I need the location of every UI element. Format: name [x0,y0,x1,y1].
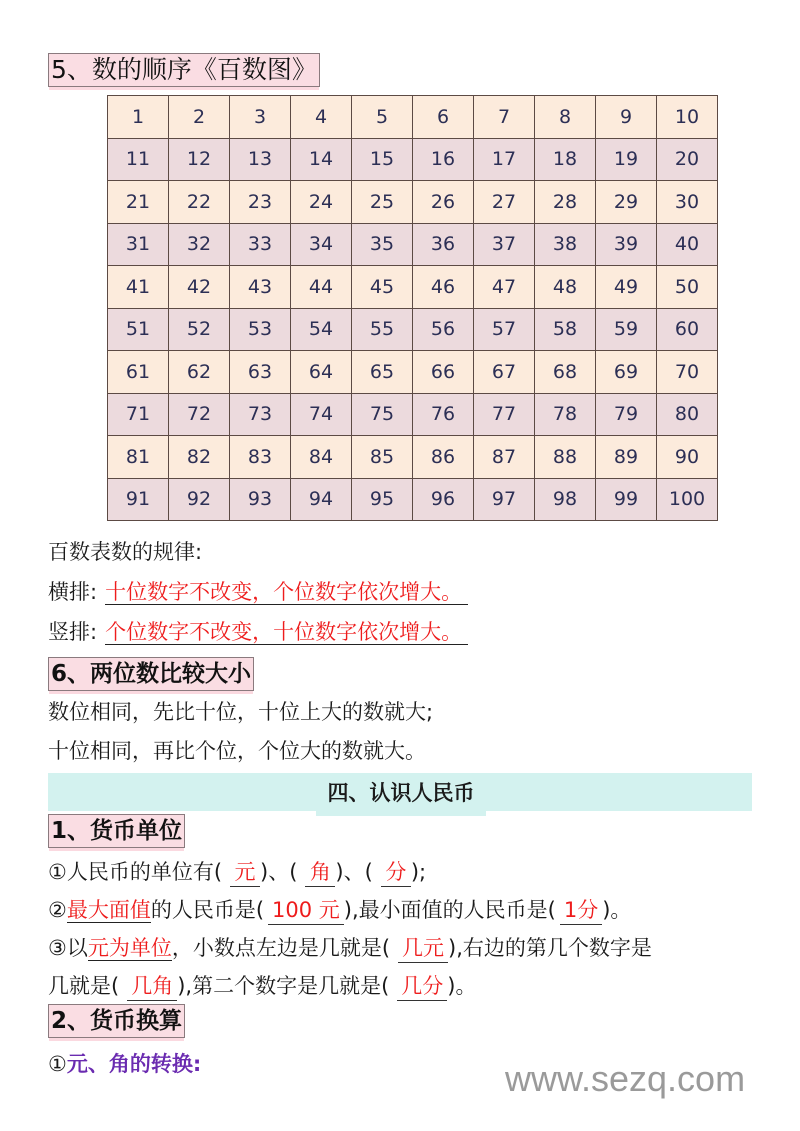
number-cell: 20 [657,138,718,181]
number-cell: 97 [474,478,535,521]
number-cell: 11 [108,138,169,181]
number-cell: 33 [230,223,291,266]
number-cell: 23 [230,181,291,224]
number-cell: 32 [169,223,230,266]
number-cell: 90 [657,436,718,479]
table-row [108,181,718,224]
number-cell: 21 [108,181,169,224]
table-row [108,266,718,309]
number-cell: 81 [108,436,169,479]
number-cell: 51 [108,308,169,351]
number-cell: 54 [291,308,352,351]
number-cell: 18 [535,138,596,181]
rule-row-horizontal [48,578,468,606]
number-cell: 19 [596,138,657,181]
number-cell: 29 [596,181,657,224]
answer-blank: 几分 [397,972,447,1001]
number-cell: 28 [535,181,596,224]
table-row [108,393,718,436]
circled-number: ① [48,1052,67,1076]
number-cell: 79 [596,393,657,436]
number-cell: 55 [352,308,413,351]
watermark: www.sezq.com [505,1058,746,1099]
number-cell: 17 [474,138,535,181]
number-cell: 82 [169,436,230,479]
number-cell: 65 [352,351,413,394]
number-cell: 14 [291,138,352,181]
number-cell: 26 [413,181,474,224]
number-cell: 36 [413,223,474,266]
number-cell: 43 [230,266,291,309]
number-cell: 75 [352,393,413,436]
number-cell: 24 [291,181,352,224]
answer-blank: 角 [305,858,335,887]
number-cell: 9 [596,96,657,139]
item-text: ② [48,898,67,922]
number-cell: 56 [413,308,474,351]
number-cell: 8 [535,96,596,139]
answer-blank: 分 [381,858,411,887]
number-cell: 88 [535,436,596,479]
number-cell: 67 [474,351,535,394]
number-cell: 6 [413,96,474,139]
table-row [108,96,718,139]
number-cell: 91 [108,478,169,521]
money-units-item-3 [48,934,652,963]
answer-blank: 1分 [560,896,602,925]
highlight-text: 元为单位 [87,936,172,960]
item-text: )。 [602,898,632,922]
number-cell: 98 [535,478,596,521]
number-cell: 86 [413,436,474,479]
table-row [108,351,718,394]
rule-answer: 个位数字不改变，十位数字依次增大。 [105,620,468,645]
number-cell: 40 [657,223,718,266]
number-cell: 22 [169,181,230,224]
item-text: ),第二个数字是几就是( [177,974,390,998]
money-conversion-heading: 2、货币换算 [48,1004,185,1038]
money-units-item-1 [48,858,426,887]
number-cell: 78 [535,393,596,436]
number-cell: 13 [230,138,291,181]
number-cell: 77 [474,393,535,436]
number-cell: 38 [535,223,596,266]
number-cell: 44 [291,266,352,309]
table-row [108,436,718,479]
number-cell: 87 [474,436,535,479]
compare-rule-line: 数位相同，先比十位，十位上大的数就大; [48,700,434,724]
number-cell: 48 [535,266,596,309]
rule-row-vertical [48,618,468,646]
rule-answer: 十位数字不改变，个位数字依次增大。 [105,580,468,605]
answer-blank: 100 元 [268,896,344,925]
answer-blank: 几元 [398,934,448,963]
table-row [108,138,718,181]
number-cell: 3 [230,96,291,139]
item-text: ),右边的第几个数字是 [448,936,652,960]
number-cell: 1 [108,96,169,139]
number-cell: 50 [657,266,718,309]
number-cell: 63 [230,351,291,394]
number-cell: 5 [352,96,413,139]
rule-heading: 百数表数的规律: [48,540,203,564]
item-text: ，小数点左边是几就是( [171,936,391,960]
number-cell: 61 [108,351,169,394]
number-cell: 39 [596,223,657,266]
subheading-text: 元、角的转换: [66,1052,202,1076]
rule-label: 竖排: [48,620,98,644]
number-cell: 96 [413,478,474,521]
number-cell: 2 [169,96,230,139]
number-cell: 35 [352,223,413,266]
hundred-chart-table [107,95,718,521]
number-cell: 94 [291,478,352,521]
number-cell: 73 [230,393,291,436]
item-text: ),最小面值的人民币是( [343,898,556,922]
number-cell: 66 [413,351,474,394]
number-cell: 15 [352,138,413,181]
number-cell: 52 [169,308,230,351]
number-cell: 4 [291,96,352,139]
item-text: 几就是( [48,974,120,998]
number-cell: 10 [657,96,718,139]
number-cell: 45 [352,266,413,309]
number-cell: 42 [169,266,230,309]
item-text: ); [410,860,427,884]
number-cell: 7 [474,96,535,139]
number-cell: 34 [291,223,352,266]
number-cell: 16 [413,138,474,181]
item-text: )、( [260,860,298,884]
number-cell: 100 [657,478,718,521]
money-units-item-3-cont [48,972,476,1001]
conversion-subheading [48,1050,201,1078]
number-cell: 62 [169,351,230,394]
number-cell: 76 [413,393,474,436]
item-text: )、( [335,860,373,884]
table-row [108,478,718,521]
section-6-heading: 6、两位数比较大小 [48,657,254,691]
number-cell: 93 [230,478,291,521]
item-text: ①人民币的单位有( [48,860,223,884]
number-cell: 80 [657,393,718,436]
number-cell: 70 [657,351,718,394]
number-cell: 92 [169,478,230,521]
rule-label: 横排: [48,580,98,604]
number-cell: 72 [169,393,230,436]
number-cell: 60 [657,308,718,351]
number-cell: 69 [596,351,657,394]
answer-blank: 几角 [127,972,177,1001]
number-cell: 31 [108,223,169,266]
number-cell: 27 [474,181,535,224]
item-text: ③以 [48,936,88,960]
answer-blank: 元 [230,858,260,887]
item-text: )。 [447,974,477,998]
number-cell: 30 [657,181,718,224]
number-cell: 84 [291,436,352,479]
number-cell: 37 [474,223,535,266]
number-cell: 47 [474,266,535,309]
number-cell: 64 [291,351,352,394]
number-cell: 46 [413,266,474,309]
item-text: 的人民币是( [150,898,265,922]
chapter-title: 四、认识人民币 [316,773,486,816]
number-cell: 68 [535,351,596,394]
number-cell: 89 [596,436,657,479]
number-cell: 25 [352,181,413,224]
number-cell: 12 [169,138,230,181]
section-5-heading: 5、数的顺序《百数图》 [48,53,320,87]
table-row [108,223,718,266]
number-cell: 41 [108,266,169,309]
money-units-item-2 [48,896,631,925]
number-cell: 83 [230,436,291,479]
number-cell: 99 [596,478,657,521]
number-cell: 49 [596,266,657,309]
number-cell: 53 [230,308,291,351]
number-cell: 71 [108,393,169,436]
number-cell: 95 [352,478,413,521]
money-units-heading: 1、货币单位 [48,814,185,848]
compare-rule-line: 十位相同，再比个位，个位大的数就大。 [48,739,426,763]
number-cell: 74 [291,393,352,436]
number-cell: 58 [535,308,596,351]
number-cell: 59 [596,308,657,351]
number-cell: 85 [352,436,413,479]
number-cell: 57 [474,308,535,351]
table-row [108,308,718,351]
highlight-text: 最大面值 [66,898,151,922]
